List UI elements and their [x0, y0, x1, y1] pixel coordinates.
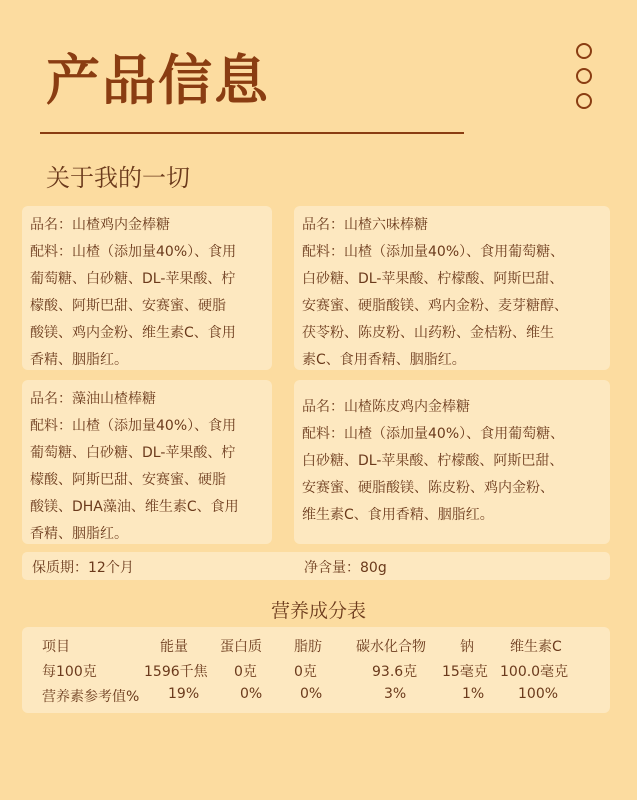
ingredient-line: 白砂糖、DL-苹果酸、柠檬酸、阿斯巴甜、 [302, 271, 564, 287]
product-card-4 [294, 380, 610, 544]
table-header: 钠 [460, 639, 474, 655]
table-header: 维生素C [510, 639, 562, 655]
table-cell: 19% [168, 686, 200, 702]
section-subtitle: 关于我的一切 [46, 164, 190, 192]
nutrition-table [22, 627, 610, 713]
nutrition-title: 营养成分表 [270, 600, 366, 622]
product-card-3 [22, 380, 272, 544]
product-name: 品名：山楂六味棒糖 [302, 217, 428, 233]
product-name: 品名：藻油山楂棒糖 [30, 391, 156, 407]
product-name: 品名：山楂陈皮鸡内金棒糖 [302, 399, 470, 415]
ingredient-line: 茯苓粉、陈皮粉、山药粉、金桔粉、维生 [302, 325, 554, 341]
product-name: 品名：山楂鸡内金棒糖 [30, 217, 170, 233]
table-header: 能量 [160, 639, 188, 655]
ingredient-line: 配料：山楂（添加量40%）、食用葡萄糖、 [302, 426, 565, 442]
table-cell: 100% [518, 686, 559, 702]
menu-dots-icon [576, 43, 592, 118]
ingredient-line: 配料：山楂（添加量40%）、食用葡萄糖、 [302, 244, 565, 260]
ingredient-line: 维生素C、食用香精、胭脂红。 [302, 507, 494, 523]
table-cell: 0克 [234, 664, 257, 680]
table-header: 碳水化合物 [356, 639, 426, 655]
ingredient-line: 酸镁、DHA藻油、维生素C、食用 [30, 499, 239, 515]
shelf-life: 保质期：12个月 [32, 560, 134, 576]
ingredient-line: 香精、胭脂红。 [30, 526, 128, 542]
ingredient-line: 白砂糖、DL-苹果酸、柠檬酸、阿斯巴甜、 [302, 453, 564, 469]
ingredient-line: 檬酸、阿斯巴甜、安赛蜜、硬脂 [30, 472, 226, 488]
ingredient-line: 酸镁、鸡内金粉、维生素C、食用 [30, 325, 236, 341]
table-cell: 100.0毫克 [500, 664, 569, 680]
divider [40, 132, 464, 134]
ingredient-line: 安赛蜜、硬脂酸镁、陈皮粉、鸡内金粉、 [302, 480, 554, 496]
table-cell: 营养素参考值% [42, 689, 140, 705]
net-content: 净含量：80g [304, 560, 387, 576]
table-cell: 1% [462, 686, 485, 702]
page-title: 产品信息 [46, 49, 270, 112]
ingredient-line: 香精、胭脂红。 [30, 352, 128, 368]
table-cell: 1596千焦 [144, 664, 208, 680]
ingredient-line: 安赛蜜、硬脂酸镁、鸡内金粉、麦芽糖醇、 [302, 298, 568, 314]
table-cell: 0% [300, 686, 323, 702]
table-header: 项目 [42, 639, 70, 655]
table-header: 脂肪 [294, 639, 322, 655]
table-cell: 15毫克 [442, 664, 488, 680]
ingredient-line: 配料：山楂（添加量40%）、食用 [30, 418, 237, 434]
table-cell: 0% [240, 686, 263, 702]
ingredient-line: 檬酸、阿斯巴甜、安赛蜜、硬脂 [30, 298, 226, 314]
table-cell: 93.6克 [372, 664, 418, 680]
product-card-2 [294, 206, 610, 370]
table-cell: 0克 [294, 664, 317, 680]
ingredient-line: 葡萄糖、白砂糖、DL-苹果酸、柠 [30, 271, 236, 287]
product-card-1 [22, 206, 272, 370]
table-header: 蛋白质 [220, 639, 262, 655]
table-cell: 3% [384, 686, 407, 702]
info-bar [22, 552, 610, 580]
table-cell: 每100克 [42, 664, 97, 680]
ingredient-line: 素C、食用香精、胭脂红。 [302, 352, 466, 368]
ingredient-line: 配料：山楂（添加量40%）、食用 [30, 244, 237, 260]
ingredient-line: 葡萄糖、白砂糖、DL-苹果酸、柠 [30, 445, 236, 461]
